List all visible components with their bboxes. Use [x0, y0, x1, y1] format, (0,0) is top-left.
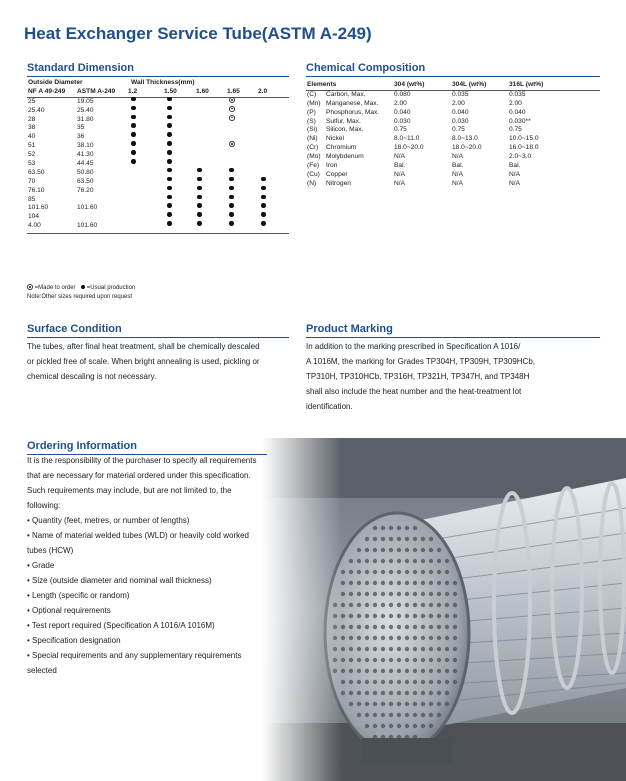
- usual-production-icon: [261, 195, 266, 200]
- element-name: Carbon, Max.: [326, 90, 366, 98]
- product-marking-text: [306, 339, 600, 414]
- usual-production-icon: [167, 159, 172, 164]
- table-row: [27, 178, 289, 187]
- ordering-information-heading: Ordering Information: [27, 440, 137, 452]
- element-name: Nickel: [326, 135, 344, 143]
- chem-row: [306, 171, 600, 180]
- composition-value: 2.00: [394, 99, 407, 107]
- astm-diameter: 101.60: [77, 204, 98, 212]
- composition-value: 2.0~3.0: [509, 153, 532, 161]
- astm-diameter: 101.60: [77, 222, 98, 230]
- composition-value: N/A: [394, 153, 405, 161]
- chem-row: [306, 153, 600, 162]
- list-item-text: Test report required (Specification A 1016/A 1016M): [31, 621, 215, 630]
- nfa-diameter: 25.40: [28, 106, 45, 114]
- wall-thickness-header: Wall Thickness(mm): [131, 79, 195, 86]
- text-line: chemical descaling is not necessary.: [27, 372, 157, 381]
- element-symbol: (C): [307, 90, 317, 98]
- usual-production-icon: [197, 195, 202, 200]
- text-line: A 1016M, the marking for Grades TP304H, TP309H, TP309HCb,: [306, 357, 536, 366]
- table-row: [27, 222, 289, 231]
- usual-production-icon: [197, 203, 202, 208]
- nfa-diameter: 40: [28, 133, 36, 141]
- usual-production-icon: [261, 221, 266, 226]
- composition-value: 0.030: [394, 117, 411, 125]
- composition-value: N/A: [452, 179, 463, 187]
- list-item-text: Name of material welded tubes (WLD) or heavily cold worked: [32, 531, 250, 540]
- bullet-icon: •: [27, 561, 33, 570]
- usual-production-icon: [197, 212, 202, 217]
- text-line: or pickled free of scale. When bright annealing is used, pickling or: [27, 357, 260, 366]
- text-line: that are necessary for material ordered under this specification.: [27, 471, 251, 480]
- element-symbol: (Mo): [307, 153, 321, 161]
- astm-diameter: 38.10: [77, 142, 94, 150]
- list-item: [27, 618, 287, 633]
- composition-value: N/A: [509, 179, 520, 187]
- made-to-order-icon: [229, 97, 235, 103]
- astm-diameter: 31.80: [77, 115, 94, 123]
- table-row: [27, 169, 289, 178]
- usual-production-icon: [167, 177, 172, 182]
- composition-value: Bal.: [509, 162, 521, 170]
- usual-production-icon: [131, 159, 136, 164]
- divider: [27, 76, 289, 77]
- element-symbol: (Cu): [307, 170, 320, 178]
- table-row: [27, 187, 289, 196]
- bullet-icon: •: [27, 516, 33, 525]
- composition-value: 0.030: [452, 117, 469, 125]
- chem-row: [306, 91, 600, 100]
- element-name: Manganese, Max.: [326, 99, 379, 107]
- table-row: [27, 98, 289, 107]
- element-name: Phosphorus, Max.: [326, 108, 380, 116]
- standard-dimension-table: [27, 79, 289, 234]
- usual-production-icon: [261, 203, 266, 208]
- element-name: Sulfur, Max.: [326, 117, 361, 125]
- made-to-order-icon: [229, 141, 235, 147]
- composition-value: 0.040: [394, 108, 411, 116]
- element-symbol: (Fe): [307, 162, 320, 170]
- composition-value: 0.75: [509, 126, 522, 134]
- composition-value: 0.080: [394, 90, 411, 98]
- usual-production-icon: [167, 97, 172, 102]
- usual-production-icon: [131, 123, 136, 128]
- nfa-diameter: 4.00: [28, 222, 41, 230]
- composition-value: 2.00: [452, 99, 465, 107]
- composition-value: N/A: [394, 170, 405, 178]
- list-item-text: tubes (HCW): [27, 546, 74, 555]
- list-item: [27, 633, 287, 648]
- usual-production-icon: [167, 203, 172, 208]
- list-item-text: Grade: [32, 561, 55, 570]
- composition-value: 18.0~20.0: [394, 144, 424, 152]
- text-line: The tubes, after final heat treatment, shall be chemically descaled: [27, 342, 260, 351]
- table-row: [27, 213, 289, 222]
- list-item-text: Size (outside diameter and nominal wall thickness): [32, 576, 212, 585]
- list-item-text: Special requirements and any supplementary requirements: [32, 651, 242, 660]
- list-item-text: selected: [27, 666, 57, 675]
- surface-condition-heading: Surface Condition: [27, 323, 122, 335]
- composition-value: N/A: [509, 170, 520, 178]
- nfa-diameter: 63.50: [28, 168, 45, 176]
- list-item-text: Optional requirements: [32, 606, 111, 615]
- composition-value: 2.00: [509, 99, 522, 107]
- composition-value: 0.035: [509, 90, 526, 98]
- composition-value: 16.0~18.0: [509, 144, 539, 152]
- ordering-requirements-list: [27, 513, 287, 678]
- table-header-row: [27, 79, 289, 88]
- astm-diameter: 76.20: [77, 186, 94, 194]
- list-item: [27, 513, 287, 528]
- ordering-information-text: [27, 453, 287, 678]
- element-symbol: (Si): [307, 126, 318, 134]
- list-item-text: Specification designation: [32, 636, 121, 645]
- table-row: [27, 160, 289, 169]
- nfa-diameter: 25: [28, 97, 36, 105]
- composition-value: 10.0~15.0: [509, 135, 539, 143]
- composition-value: 0.040: [509, 108, 526, 116]
- bullet-icon: •: [27, 531, 33, 540]
- element-name: Nitrogen: [326, 179, 351, 187]
- astm-diameter: 36: [77, 133, 85, 141]
- list-item: [27, 573, 287, 588]
- table-row: [27, 196, 289, 205]
- usual-production-icon: [197, 186, 202, 191]
- nfa-diameter: 101.60: [28, 204, 49, 212]
- element-name: Molybdenum: [326, 153, 364, 161]
- usual-production-icon: [167, 186, 172, 191]
- table-row: [27, 107, 289, 116]
- chem-row: [306, 118, 600, 127]
- usual-production-icon: [167, 132, 172, 137]
- list-item-text: Quantity (feet, metres, or number of lengths): [32, 516, 190, 525]
- usual-production-icon: [131, 141, 136, 146]
- composition-value: Bal.: [394, 162, 406, 170]
- made-to-order-icon: [229, 106, 235, 112]
- table-subheader-row: [27, 88, 289, 98]
- element-name: Chromium: [326, 144, 357, 152]
- chem-header-row: [306, 81, 600, 91]
- usual-production-icon: [131, 132, 136, 137]
- chem-row: [306, 100, 600, 109]
- standard-dimension-heading: Standard Dimension: [27, 62, 134, 74]
- usual-production-icon: [167, 150, 172, 155]
- astm-diameter: 41.30: [77, 151, 94, 159]
- table-row: [27, 116, 289, 125]
- element-symbol: (Cr): [307, 144, 319, 152]
- usual-production-icon: [167, 212, 172, 217]
- table-bottom-rule: [27, 231, 289, 234]
- astm-diameter: 19.05: [77, 97, 94, 105]
- table-row: [27, 204, 289, 213]
- usual-production-icon: [167, 195, 172, 200]
- nfa-diameter: 85: [28, 195, 36, 203]
- composition-value: Bal.: [452, 162, 464, 170]
- nfa-diameter: 53: [28, 160, 36, 168]
- composition-value: 0.030**: [509, 117, 531, 125]
- element-name: Iron: [326, 162, 338, 170]
- divider: [27, 337, 289, 338]
- composition-value: 0.040: [452, 108, 469, 116]
- bullet-icon: •: [27, 606, 33, 615]
- table-row: [27, 142, 289, 151]
- composition-value: 8.0~13.0: [452, 135, 478, 143]
- nfa-diameter: 76.10: [28, 186, 45, 194]
- chem-row: [306, 135, 600, 144]
- page-title: Heat Exchanger Service Tube(ASTM A-249): [24, 24, 372, 43]
- usual-production-icon: [167, 115, 172, 120]
- element-symbol: (S): [307, 117, 316, 125]
- element-symbol: (P): [307, 108, 316, 116]
- astm-diameter: 50.80: [77, 168, 94, 176]
- usual-production-icon: [81, 285, 86, 290]
- grade-304-header: 304 (wt%): [394, 81, 425, 88]
- usual-production-icon: [229, 203, 234, 208]
- list-item: [27, 558, 287, 573]
- astm-header: ASTM A-249: [77, 87, 116, 95]
- heat-exchanger-photo: [262, 438, 626, 781]
- nfa-diameter: 28: [28, 115, 36, 123]
- element-name: Silicon, Max.: [326, 126, 364, 134]
- usual-production-icon: [167, 221, 172, 226]
- usual-production-icon: [167, 141, 172, 146]
- nfa-diameter: 52: [28, 151, 36, 159]
- nfa-diameter: 51: [28, 142, 36, 150]
- legend-usual-production: =Usual production: [86, 285, 136, 291]
- astm-diameter: 44.45: [77, 160, 94, 168]
- nfa-diameter: 38: [28, 124, 36, 132]
- wt-1-2-header: 1.2: [128, 87, 138, 95]
- element-symbol: (Ni): [307, 135, 318, 143]
- chem-row: [306, 109, 600, 118]
- element-symbol: (N): [307, 179, 317, 187]
- list-item: [27, 603, 287, 618]
- usual-production-icon: [229, 177, 234, 182]
- usual-production-icon: [261, 177, 266, 182]
- surface-condition-text: [27, 339, 297, 384]
- list-item: [27, 528, 287, 558]
- made-to-order-icon: [229, 115, 235, 121]
- wt-1-65-header: 1.65: [227, 87, 240, 95]
- usual-production-icon: [197, 221, 202, 226]
- table-row: [27, 151, 289, 160]
- usual-production-icon: [229, 221, 234, 226]
- text-line: In addition to the marking prescribed in Specification A 1016/: [306, 342, 521, 351]
- usual-production-icon: [261, 212, 266, 217]
- made-to-order-icon: [27, 284, 33, 290]
- composition-value: N/A: [452, 153, 463, 161]
- element-symbol: (Mn): [307, 99, 321, 107]
- usual-production-icon: [197, 168, 202, 173]
- list-item: [27, 648, 287, 678]
- composition-value: 0.75: [452, 126, 465, 134]
- legend: [27, 284, 135, 302]
- chem-row: [306, 144, 600, 153]
- usual-production-icon: [167, 168, 172, 173]
- element-name: Copper: [326, 170, 348, 178]
- text-line: shall also include the heat number and the heat-treatment lot: [306, 387, 522, 396]
- list-item-text: Length (specific or random): [32, 591, 130, 600]
- astm-diameter: 63.50: [77, 177, 94, 185]
- bullet-icon: •: [27, 591, 33, 600]
- divider: [306, 76, 600, 77]
- outside-diameter-header: Outside Diameter: [28, 79, 83, 86]
- astm-diameter: 25.40: [77, 106, 94, 114]
- chem-row: [306, 126, 600, 135]
- elements-header: Elements: [307, 81, 337, 88]
- nfa-diameter: 104: [28, 213, 40, 221]
- table-row: [27, 133, 289, 142]
- composition-value: 18.0~20.0: [452, 144, 482, 152]
- text-line: Such requirements may include, but are not limited to, the: [27, 486, 232, 495]
- chem-row: [306, 162, 600, 171]
- bullet-icon: •: [27, 621, 32, 630]
- usual-production-icon: [261, 186, 266, 191]
- usual-production-icon: [131, 115, 136, 120]
- list-item: [27, 588, 287, 603]
- chemical-composition-table: [306, 81, 600, 189]
- composition-value: N/A: [394, 179, 405, 187]
- usual-production-icon: [229, 168, 234, 173]
- text-line: following:: [27, 501, 61, 510]
- usual-production-icon: [229, 195, 234, 200]
- nfa-header: NF A 49-249: [28, 87, 66, 95]
- composition-value: 0.75: [394, 126, 407, 134]
- sizes-note: Note:Other sizes required upon request: [27, 294, 133, 300]
- bullet-icon: •: [27, 576, 33, 585]
- wt-1-60-header: 1.60: [196, 87, 209, 95]
- bullet-icon: •: [27, 636, 33, 645]
- table-row: [27, 124, 289, 133]
- grade-304l-header: 304L (wt%): [452, 81, 487, 88]
- bullet-icon: •: [27, 651, 33, 660]
- grade-316l-header: 316L (wt%): [509, 81, 544, 88]
- usual-production-icon: [167, 123, 172, 128]
- chemical-composition-heading: Chemical Composition: [306, 62, 426, 74]
- nfa-diameter: 70: [28, 177, 36, 185]
- text-line: It is the responsibility of the purchaser to specify all requirements: [27, 456, 257, 465]
- chem-row: [306, 180, 600, 189]
- astm-diameter: 35: [77, 124, 85, 132]
- text-line: identification.: [306, 402, 353, 411]
- wt-2-0-header: 2.0: [258, 87, 268, 95]
- usual-production-icon: [197, 177, 202, 182]
- text-line: TP310H, TP310HCb, TP316H, TP321H, TP347H, and TP348H: [306, 372, 530, 381]
- usual-production-icon: [131, 97, 136, 102]
- usual-production-icon: [131, 106, 136, 111]
- composition-value: N/A: [452, 170, 463, 178]
- legend-made-to-order: =Made to order: [34, 285, 76, 291]
- composition-value: 8.0~11.0: [394, 135, 420, 143]
- divider: [306, 337, 600, 338]
- usual-production-icon: [131, 150, 136, 155]
- composition-value: 0.035: [452, 90, 469, 98]
- usual-production-icon: [167, 106, 172, 111]
- wt-1-50-header: 1.50: [164, 87, 177, 95]
- usual-production-icon: [229, 212, 234, 217]
- product-marking-heading: Product Marking: [306, 323, 393, 335]
- usual-production-icon: [229, 186, 234, 191]
